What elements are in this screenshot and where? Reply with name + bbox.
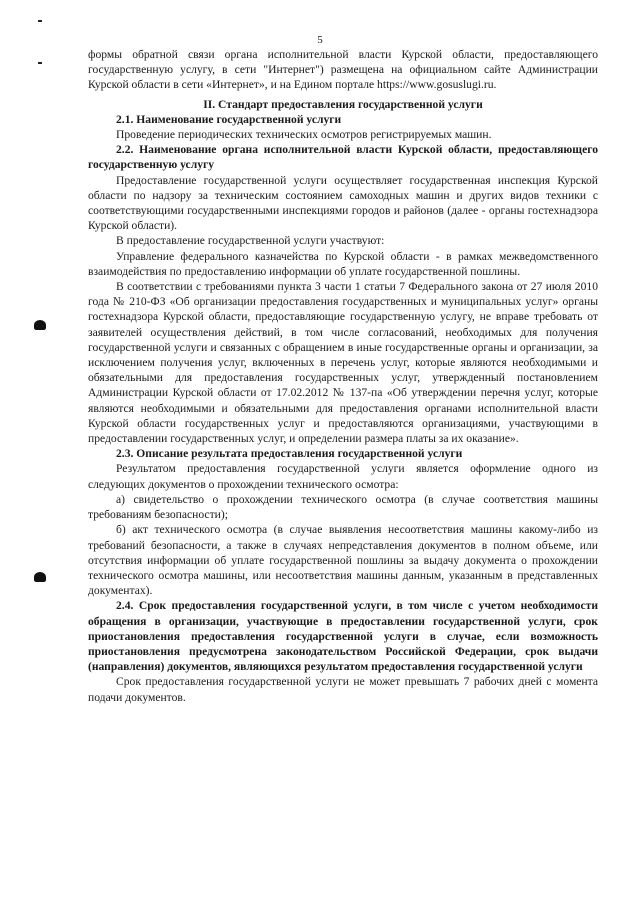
paragraph: Предоставление государственной услуги осуществляет государственная инспекция Курской области по надзору за техническим состоянием самоходных машин и других видов техники с соответствующими государственными инспекциями городов и районов (далее - органы гостехнадзора Курской области). [88, 173, 598, 233]
paragraph: В предоставление государственной услуги участвуют: [116, 234, 385, 248]
page-number: 5 [317, 34, 323, 46]
scan-dot [38, 62, 42, 64]
section-heading: II. Стандарт предоставления государственной услуги [203, 97, 483, 111]
punch-hole-mark [34, 572, 46, 582]
scan-dot [38, 20, 42, 22]
paragraph: Управление федерального казначейства по Курской области - в рамках межведомственного взаимодействия по предоставлению информации об уплате государственной пошлины. [88, 249, 598, 278]
paragraph: формы обратной связи органа исполнительной власти Курской области, предоставляющего государственную услугу, в сети "Интернет") размещена на официальном сайте Администрации Курской области в сети «Интернет», и на Едином портале https://www.gosuslugi.ru. [88, 48, 598, 92]
paragraph: Результатом предоставления государственной услуги является оформление одного из следующих документов о прохождении технического осмотра: [88, 462, 598, 491]
subsection-heading: 2.4. Срок предоставления государственной услуги, в том числе с учетом необходимости обращения в организации, участвующие в предоставлении государственной услуги, срок приостановления предоставления государственной услуги в случае, если возможность приостановления предусмотрена законодательством Российской Федерации, срок выдачи (направления) документов, являющихся результатом предоставления государственной услуги [88, 599, 598, 674]
paragraph: Срок предоставления государственной услуги не может превышать 7 рабочих дней с момента подачи документов. [88, 675, 598, 704]
paragraph: Проведение периодических технических осмотров регистрируемых машин. [116, 128, 492, 142]
paragraph: В соответствии с требованиями пункта 3 части 1 статьи 7 Федерального закона от 27 июля 2010 года № 210-ФЗ «Об организации предоставления государственных и муниципальных услуг» органы гостехнадзора Курской области, предоставляющие государственную услугу, не вправе требовать от заявителей осуществления действий, в том числе согласований, необходимых для получения государственной услуги и связанных с обращением в иные государственные органы и организации, за исключением получения услуг, включенных в перечень услуг, которые являются необходимыми и обязательными для предоставления государственных услуг, утвержденный постановлением Администрации Курской области от 17.02.2012 № 137-па «Об утверждении перечня услуг, которые являются необходимыми и обязательными для предоставления органами исполнительной власти Курской области государственных услуг и предоставляются организациями, участвующими в предоставлении государственных услуг, и определении размера платы за их оказание». [88, 280, 598, 446]
subsection-heading: 2.2. Наименование органа исполнительной власти Курской области, предоставляющего государственную услугу [88, 143, 598, 172]
document-body [88, 47, 598, 705]
subsection-heading: 2.1. Наименование государственной услуги [116, 112, 342, 126]
punch-hole-mark [34, 320, 46, 330]
list-item: а) свидетельство о прохождении технического осмотра (в случае соответствия машины требованиям безопасности); [88, 492, 598, 522]
list-item: б) акт технического осмотра (в случае выявления несоответствия машины какому-либо из требований безопасности, а также в случаях непредставления документов в полном объеме, или отсутствия информации об уплате государственной пошлины за выдачу документа о прохождении технического осмотра машины, или несоответствия машины данным, указанным в представленных документах). [88, 523, 598, 598]
subsection-heading: 2.3. Описание результата предоставления государственной услуги [116, 447, 463, 461]
